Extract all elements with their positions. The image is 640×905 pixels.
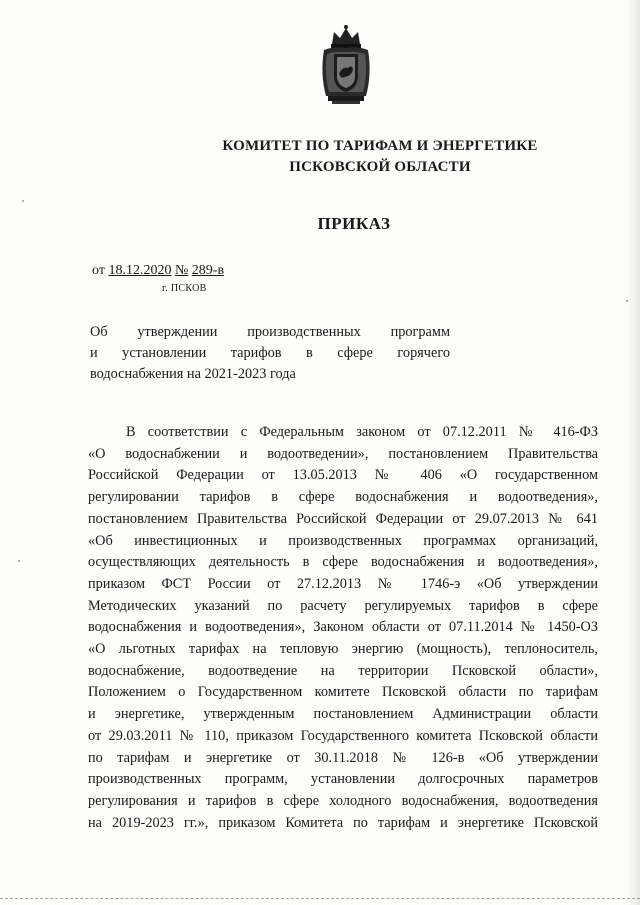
- document-title: ПРИКАЗ: [317, 214, 391, 233]
- document-number: 289-в: [191, 263, 225, 278]
- scan-speck: [626, 300, 628, 302]
- body-line: регулирования и тарифов в сфере холодного водоснабжения, водоотведения: [88, 792, 598, 809]
- body-line: регулировании тарифов в сфере водоснабжения и водоотведения»,: [88, 489, 598, 506]
- number-sign: №: [174, 263, 189, 278]
- body-line: «О льготных тарифах на тепловую энергию (мощность), теплоноситель,: [88, 641, 598, 658]
- document-city: г. ПСКОВ: [162, 283, 207, 294]
- body-line: водоснабжения и водоотведения», Законом области от 07.11.2014 № 1450-ОЗ: [88, 619, 598, 636]
- date-prefix: от: [92, 263, 105, 278]
- body-line: по тарифам и энергетике от 30.11.2018 № 126-в «Об утверждении: [88, 749, 598, 766]
- body-line: постановлением Правительства Российской Федерации от 29.07.2013 № 641: [88, 510, 598, 527]
- body-line: В соответствии с Федеральным законом от 07.12.2011 № 416-ФЗ: [126, 424, 598, 440]
- body-line: Положением о Государственном комитете Псковской области по тарифам: [88, 684, 598, 701]
- document-date: 18.12.2020: [108, 263, 172, 278]
- document-date-number: [92, 263, 224, 279]
- body-line: «О водоснабжении и водоотведении», постановлением Правительства: [88, 445, 598, 462]
- committee-name-line2: ПСКОВСКОЙ ОБЛАСТИ: [289, 159, 471, 175]
- subject-line: водоснабжения на 2021-2023 года: [90, 366, 296, 382]
- scan-speck: [18, 560, 20, 562]
- body-line: Российской Федерации от 13.05.2013 № 406 «О государственном: [88, 467, 598, 484]
- document-body: [88, 422, 598, 834]
- body-line: осуществляющих деятельность в сфере водоснабжения и водоотведения»,: [88, 554, 598, 571]
- coat-of-arms-icon: [318, 24, 374, 104]
- subject-line: и установлении тарифов в сфере горячего: [90, 345, 450, 361]
- body-line: приказом ФСТ России от 27.12.2013 № 1746-э «Об утверждении: [88, 575, 598, 592]
- scan-bottom-line: [0, 897, 640, 899]
- body-line: Методических указаний по расчету регулируемых тарифов в сфере: [88, 597, 598, 614]
- document-subject: [90, 322, 450, 385]
- body-line: от 29.03.2011 № 110, приказом Государственного комитета Псковской области: [88, 727, 598, 744]
- body-line: водоснабжение, водоотведение на территории Псковской области»,: [88, 662, 598, 679]
- body-line: и энергетике, утвержденным постановлением Администрации области: [88, 706, 598, 723]
- body-line: «Об инвестиционных и производственных программах организаций,: [88, 532, 598, 549]
- scan-speck: [22, 200, 24, 202]
- subject-line: Об утверждении производственных программ: [90, 324, 450, 340]
- body-line: на 2019-2023 гг.», приказом Комитета по тарифам и энергетике Псковской: [88, 814, 598, 831]
- scan-edge-shadow: [626, 0, 640, 905]
- committee-header: [160, 136, 600, 178]
- committee-name-line1: КОМИТЕТ ПО ТАРИФАМ И ЭНЕРГЕТИКЕ: [222, 138, 538, 154]
- body-line: производственных программ, установлении долгосрочных параметров: [88, 771, 598, 788]
